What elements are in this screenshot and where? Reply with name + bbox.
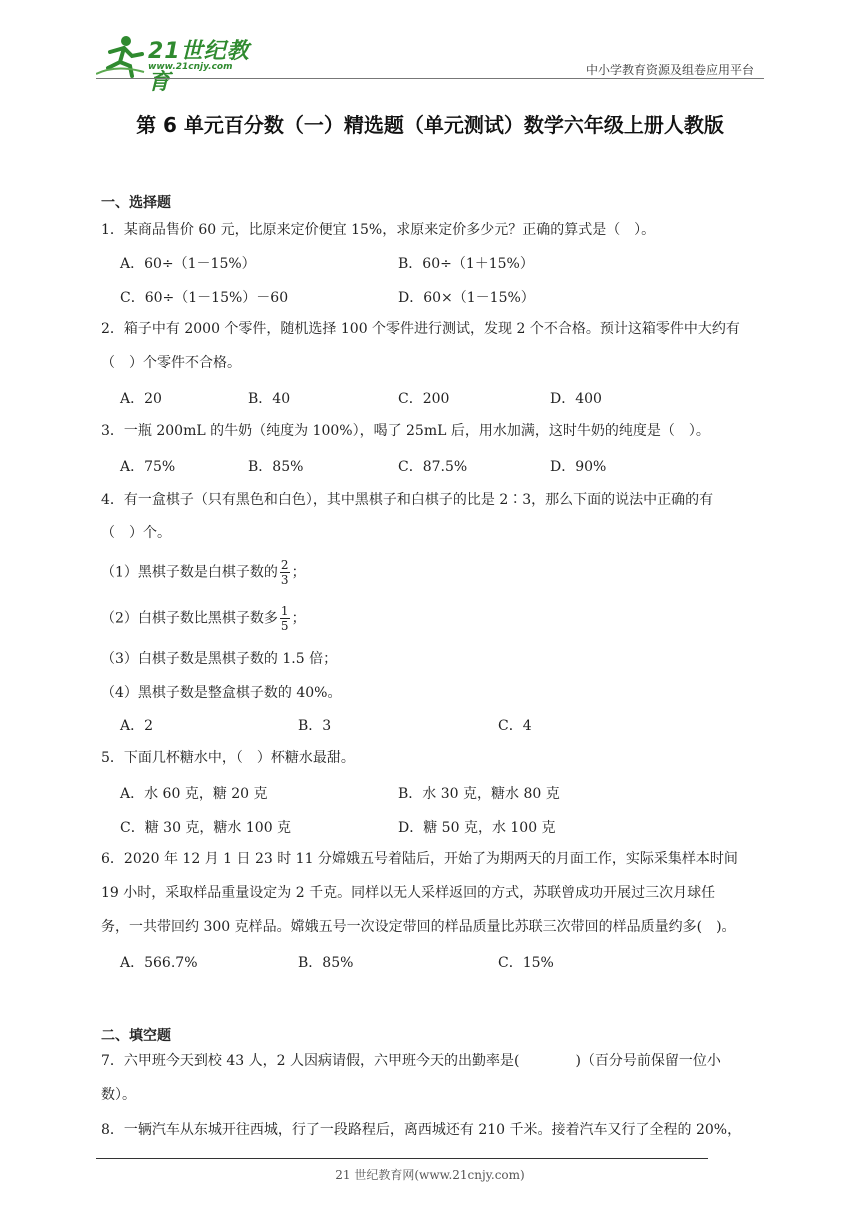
q3-option-a: A．75% [120,459,176,475]
q3-option-d: D．90% [550,459,607,475]
logo-url: www.21cnjy.com [148,62,233,72]
platform-label: 中小学教育资源及组卷应用平台 [585,63,754,77]
q1-option-c: C．60÷（1－15%）－60 [120,290,289,306]
q4-statement-3: （3）白棋子数是黑棋子数的 1.5 倍； [101,651,338,667]
q3-option-b: B．85% [248,459,304,475]
q4-statement-2-end: ； [291,610,306,627]
question-6-line-1: 6．2020 年 12 月 1 日 23 时 11 分嫦娥五号着陆后，开始了为期两天的月面工作，实际采集样本时间 [101,851,738,867]
q5-option-a: A．水 60 克，糖 20 克 [120,786,268,802]
footer-divider [96,1158,708,1159]
q4-statement-2-text: （2）白棋子数比黑棋子数多 [101,610,278,627]
q4-statement-1-text: （1）黑棋子数是白棋子数的 [101,564,278,581]
q1-option-b: B．60÷（1＋15%） [398,256,534,272]
runner-logo-icon [96,34,146,78]
q1-option-d: D．60×（1－15%） [398,290,535,306]
section-heading-choice: 一、选择题 [101,195,171,211]
page-title: 第 6 单元百分数（一）精选题（单元测试）数学六年级上册人教版 [136,113,724,137]
question-3: 3．一瓶 200mL 的牛奶（纯度为 100%），喝了 25mL 后，用水加满，这时牛奶的纯度是（ ）。 [101,423,710,439]
q5-option-c: C．糖 30 克，糖水 100 克 [120,820,292,836]
q6-option-b: B．85% [298,955,354,971]
logo-text: 21世纪教育 [148,39,250,95]
q3-option-c: C．87.5% [398,459,468,475]
q1-option-a: A．60÷（1－15%） [120,256,256,272]
question-7-line-2: 数）。 [101,1087,136,1103]
q4-statement-1 [101,558,306,587]
question-4-line-2: （ ）个。 [101,525,171,541]
q4-option-c: C．4 [498,718,532,734]
fraction-one-fifth [280,604,290,633]
header-divider [96,78,764,79]
q6-option-a: A．566.7% [120,955,198,971]
fraction-two-thirds [280,558,290,587]
question-6-line-2: 19 小时，采取样品重量设定为 2 千克。同样以无人采样返回的方式，苏联曾成功开展过三次月球任 [101,885,716,901]
footer-text: 21 世纪教育网(www.21cnjy.com) [335,1168,525,1182]
section-heading-fill: 二、填空题 [101,1028,171,1044]
q5-option-d: D．糖 50 克，水 100 克 [398,820,556,836]
q2-option-c: C．200 [398,391,450,407]
q4-statement-2 [101,604,306,633]
fraction-numerator: 2 [280,558,289,572]
question-2-line-1: 2．箱子中有 2000 个零件，随机选择 100 个零件进行测试，发现 2 个不合格。预计这箱零件中大约有 [101,321,740,337]
question-8-line-1: 8．一辆汽车从东城开往西城，行了一段路程后，离西城还有 210 千米。接着汽车又行了全程的 20%， [101,1122,742,1138]
q2-option-d: D．400 [550,391,602,407]
q5-option-b: B．水 30 克，糖水 80 克 [398,786,560,802]
question-6-line-3: 务，一共带回约 300 克样品。嫦娥五号一次设定带回的样品质量比苏联三次带回的样品质量约多( )。 [101,919,736,935]
question-2-line-2: （ ）个零件不合格。 [101,355,241,371]
q4-statement-1-end: ； [291,564,306,581]
q2-option-a: A．20 [120,391,162,407]
question-1: 1．某商品售价 60 元，比原来定价便宜 15%，求原来定价多少元？正确的算式是（ ）。 [101,222,656,238]
fraction-denominator: 5 [280,619,289,633]
q2-option-b: B．40 [248,391,291,407]
fraction-denominator: 3 [280,573,289,587]
site-logo [96,34,266,95]
question-4-line-1: 4．有一盒棋子（只有黑色和白色），其中黑棋子和白棋子的比是 2∶3，那么下面的说法中正确的有 [101,492,714,508]
question-7-line-1: 7．六甲班今天到校 43 人，2 人因病请假，六甲班今天的出勤率是( )（百分号前保留一位小 [101,1053,721,1069]
q4-option-b: B．3 [298,718,332,734]
question-5: 5．下面几杯糖水中，（ ）杯糖水最甜。 [101,750,355,766]
q4-option-a: A．2 [120,718,154,734]
q6-option-c: C．15% [498,955,554,971]
q4-statement-4: （4）黑棋子数是整盒棋子数的 40%。 [101,685,342,701]
fraction-numerator: 1 [280,604,289,618]
